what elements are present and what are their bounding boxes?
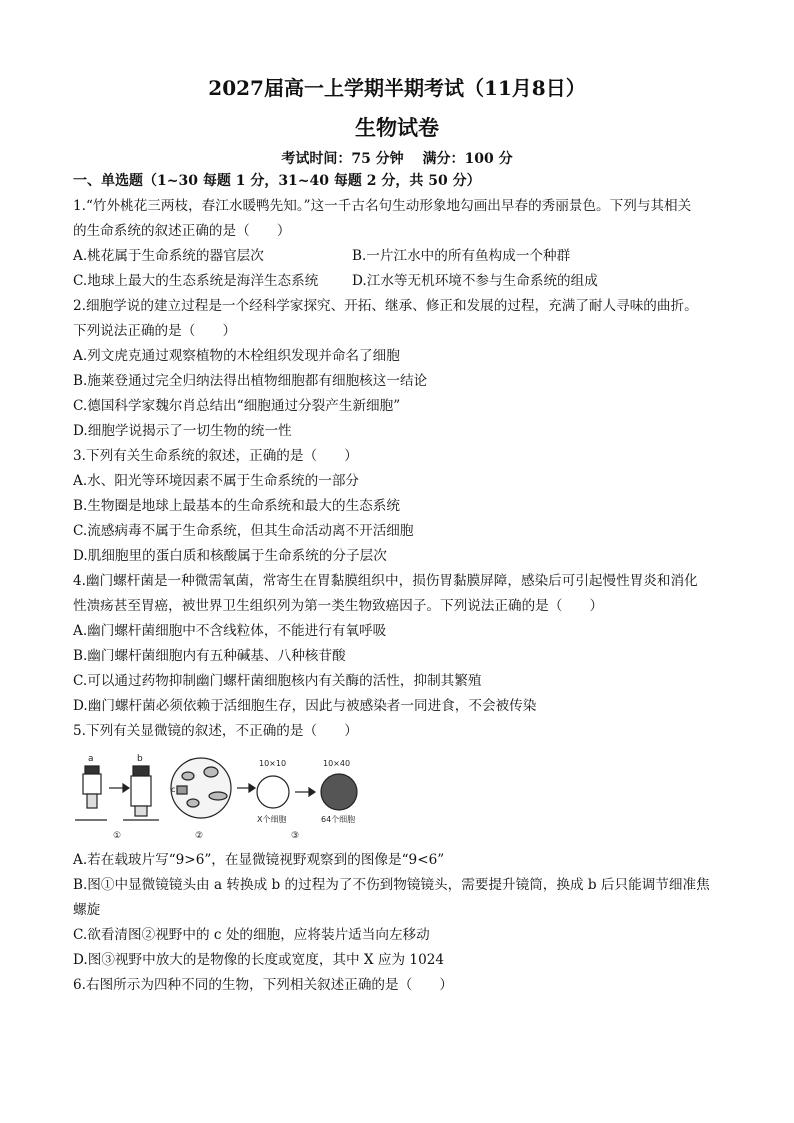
option-b: B.幽门螺杆菌细胞内有五种碱基、八种核苷酸: [73, 648, 346, 664]
option-b: B.施莱登通过完全归纳法得出植物细胞都有细胞核这一结论: [73, 373, 428, 389]
option-c: C.德国科学家魏尔肖总结出“细胞通过分裂产生新细胞”: [73, 398, 401, 414]
exam-meta: 考试时间：75 分钟 满分：100 分: [281, 151, 513, 167]
question-stem: 6.右图所示为四种不同的生物，下列相关叙述正确的是（ ）: [73, 977, 453, 993]
question-stem: 2.细胞学说的建立过程是一个经科学家探究、开拓、继承、修正和发展的过程，充满了耐人寻味的曲折。: [73, 298, 698, 314]
exam-title: 2027届高一上学期半期考试（11月8日）: [208, 76, 586, 100]
option-b: B.一片江水中的所有鱼构成一个种群: [352, 248, 571, 264]
option-d: D.图③视野中放大的是物像的长度或宽度，其中 X 应为 1024: [73, 952, 445, 968]
option-d: D.细胞学说揭示了一切生物的统一性: [73, 423, 292, 439]
mag-low: 10×10: [259, 759, 287, 768]
microscope-figure: [73, 748, 373, 844]
mag-high: 10×40: [323, 759, 351, 768]
question-stem: 下列说法正确的是（ ）: [73, 323, 237, 339]
figure-number-3: ③: [291, 831, 300, 841]
question-stem: 5.下列有关显微镜的叙述，不正确的是（ ）: [73, 723, 358, 739]
option-a: A.水、阳光等环境因素不属于生命系统的一部分: [73, 473, 360, 489]
option-a: A.幽门螺杆菌细胞中不含线粒体，不能进行有氧呼吸: [73, 623, 387, 639]
caption-64: 64个细胞: [321, 815, 356, 824]
option-a: A.若在载玻片写“9>6”，在显微镜视野观察到的图像是“9<6”: [73, 852, 445, 868]
question-stem: 4.幽门螺杆菌是一种微需氧菌，常寄生在胃黏膜组织中，损伤胃黏膜屏障，感染后可引起慢性胃炎和消化: [73, 573, 698, 589]
question-stem: 3.下列有关生命系统的叙述，正确的是（ ）: [73, 448, 358, 464]
subject-title: 生物试卷: [355, 115, 439, 140]
figure-number-1: ①: [113, 831, 122, 841]
option-c: C.可以通过药物抑制幽门螺杆菌细胞核内有关酶的活性，抑制其繁殖: [73, 673, 482, 689]
option-d: D.肌细胞里的蛋白质和核酸属于生命系统的分子层次: [73, 548, 387, 564]
question-stem: 1.“竹外桃花三两枝，春江水暖鸭先知。”这一千古名句生动形象地勾画出早春的秀丽景色。下列与其相关: [73, 198, 692, 214]
option-c: C.地球上最大的生态系统是海洋生态系统: [73, 273, 319, 289]
option-c: C.流感病毒不属于生命系统，但其生命活动离不开活细胞: [73, 523, 414, 539]
option-c: C.欲看清图②视野中的 c 处的细胞，应将装片适当向左移动: [73, 927, 430, 943]
option-b-cont: 螺旋: [73, 902, 101, 918]
label-a: a: [88, 754, 94, 764]
question-stem: 性溃疡甚至胃癌，被世界卫生组织列为第一类生物致癌因子。下列说法正确的是（ ）: [73, 598, 604, 614]
option-a: A.列文虎克通过观察植物的木栓组织发现并命名了细胞: [73, 348, 400, 364]
option-a: A.桃花属于生命系统的器官层次: [73, 248, 264, 264]
question-stem: 的生命系统的叙述正确的是（ ）: [73, 223, 291, 239]
option-b: B.生物圈是地球上最基本的生命系统和最大的生态系统: [73, 498, 400, 514]
option-d: D.江水等无机环境不参与生命系统的组成: [352, 273, 598, 289]
label-b: b: [137, 754, 143, 764]
caption-x: X个细胞: [257, 815, 287, 824]
option-d: D.幽门螺杆菌必须依赖于活细胞生存，因此与被感染者一同进食，不会被传染: [73, 698, 537, 714]
option-b: B.图①中显微镜镜头由 a 转换成 b 的过程为了不伤到物镜镜头，需要提升镜筒，换成 b 后只能调节细准焦: [73, 877, 710, 893]
figure-number-2: ②: [195, 831, 204, 841]
section-heading: 一、单选题（1~30 每题 1 分，31~40 每题 2 分，共 50 分）: [73, 173, 481, 189]
label-c: c: [171, 785, 176, 794]
